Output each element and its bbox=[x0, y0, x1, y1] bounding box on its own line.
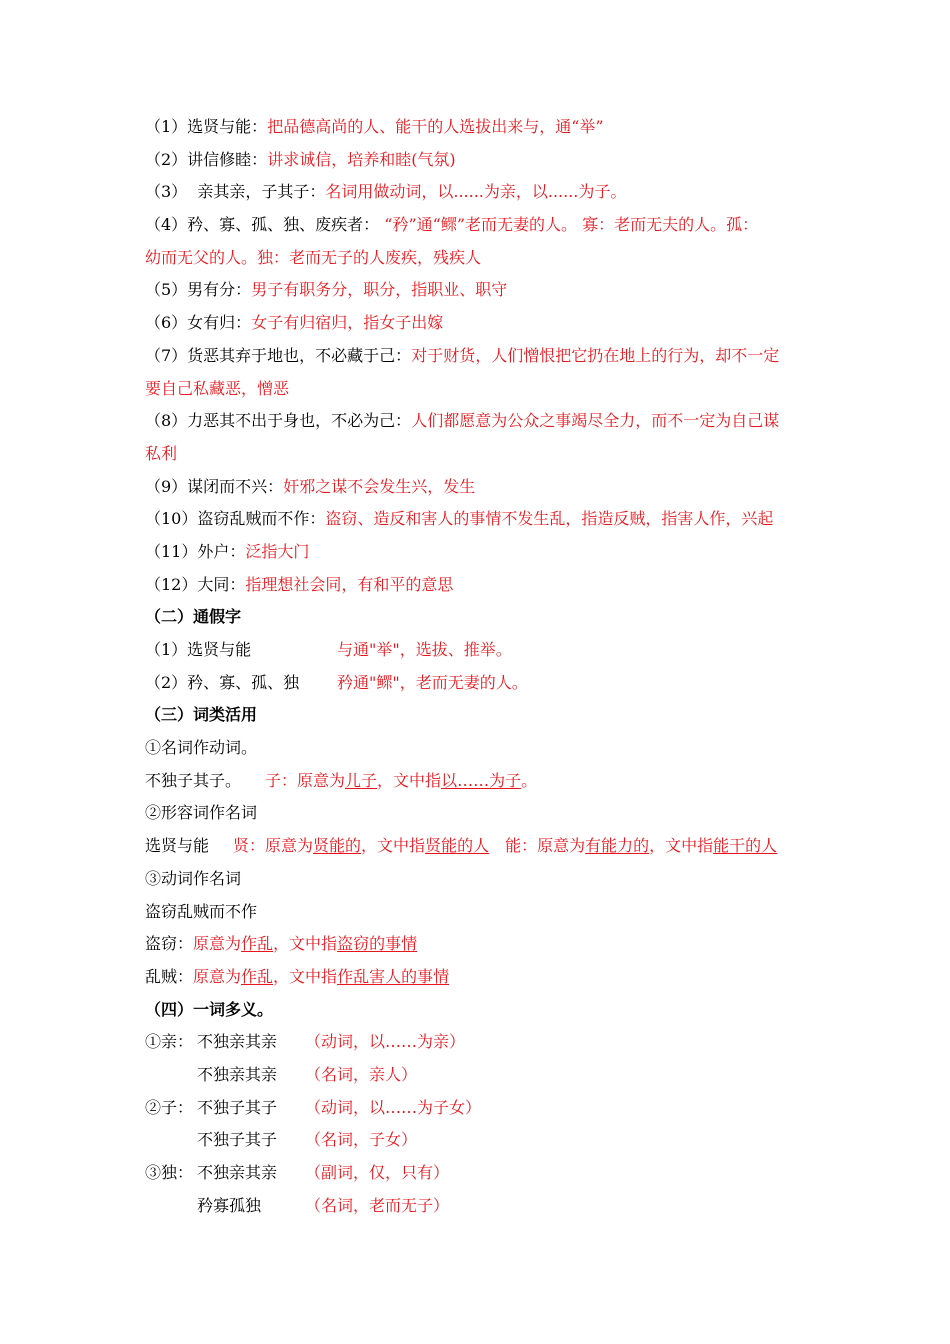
example-underlined: 贤能的 bbox=[313, 836, 362, 856]
example-text: ，文中指 bbox=[361, 836, 426, 856]
example-phrase: 不独子其子。 bbox=[145, 770, 242, 790]
yici-row bbox=[145, 1124, 815, 1157]
note-7 bbox=[145, 340, 815, 373]
note-label: （1）选贤与能： bbox=[145, 117, 268, 136]
example-underlined: 能干的人 bbox=[713, 836, 778, 856]
yici-phrase: 不独亲其亲 bbox=[197, 1032, 278, 1052]
tongjia-item-2 bbox=[145, 667, 815, 700]
example-text: ，文中指 bbox=[377, 770, 442, 790]
yici-note: （副词，仅，只有） bbox=[305, 1163, 450, 1182]
note-text: 对于财货，人们憎恨把它扔在地上的行为，却不一定 bbox=[411, 345, 780, 365]
note-text: 盗窃、造反和害人的事情不发生乱，指造反贼，指害人作，兴起 bbox=[325, 509, 774, 529]
note-2 bbox=[145, 144, 815, 177]
note-label: （6）女有归： bbox=[145, 313, 252, 333]
yici-note: （动词，以……为亲） bbox=[305, 1032, 466, 1052]
example-text: 子：原意为 bbox=[265, 770, 346, 790]
note-10 bbox=[145, 503, 815, 536]
yici-note: （动词，以……为子女） bbox=[305, 1097, 482, 1117]
yici-note: （名词，子女） bbox=[305, 1130, 418, 1150]
note-3 bbox=[145, 176, 815, 209]
section-heading-tongjia: （二）通假字 bbox=[145, 607, 242, 627]
note-label: （5）男有分： bbox=[145, 280, 252, 300]
cilei-example-3b bbox=[145, 961, 815, 994]
note-text: “矜”通“鳏”老而无妻的人。 寡：老而无夫的人。孤： bbox=[379, 215, 759, 235]
note-11 bbox=[145, 536, 815, 569]
note-label: （12）大同： bbox=[145, 574, 246, 594]
document-content bbox=[145, 111, 815, 1222]
yici-note: （名词，老而无子） bbox=[305, 1195, 450, 1215]
note-8-continued: 私利 bbox=[145, 443, 178, 463]
yici-row bbox=[145, 1092, 815, 1125]
yici-row bbox=[145, 1190, 815, 1223]
yici-phrase: 矜寡孤独 bbox=[197, 1195, 262, 1215]
tongjia-explain: 矜通"鳏"，老而无妻的人。 bbox=[337, 672, 528, 692]
note-9 bbox=[145, 471, 815, 504]
note-label: （8）力恶其不出于身也，不必为己： bbox=[145, 411, 412, 431]
note-text: 奸邪之谋不会发生兴，发生 bbox=[283, 476, 476, 496]
yici-phrase: 不独子其子 bbox=[197, 1097, 278, 1117]
example-underlined: 作乱害人的事情 bbox=[337, 966, 450, 986]
example-text: ，文中指 bbox=[273, 966, 338, 986]
yici-phrase: 不独子其子 bbox=[197, 1130, 278, 1150]
note-label: （7）货恶其弃于地也，不必藏于己： bbox=[145, 345, 412, 365]
tongjia-phrase: （1）选贤与能 bbox=[145, 640, 252, 659]
cilei-sub-3: ③动词作名词 bbox=[145, 868, 242, 888]
note-label: （3） 亲其亲，子其子： bbox=[145, 182, 326, 202]
yici-row bbox=[145, 1157, 815, 1190]
cilei-example-3a bbox=[145, 928, 815, 961]
tongjia-item-1 bbox=[145, 634, 815, 667]
example-text: ，文中指 bbox=[273, 934, 338, 954]
yici-head: ②子： bbox=[145, 1097, 194, 1117]
cilei-example-3: 盗窃乱贼而不作 bbox=[145, 901, 258, 921]
example-text: 原意为 bbox=[193, 934, 242, 954]
example-label: 乱贼： bbox=[145, 966, 194, 986]
note-text: 名词用做动词，以......为亲，以......为子。 bbox=[325, 182, 627, 202]
note-text: 把品德高尚的人、能干的人选拔出来与，通“举” bbox=[267, 117, 604, 136]
example-text: 。 bbox=[521, 770, 538, 790]
yici-phrase: 不独亲其亲 bbox=[197, 1064, 278, 1084]
note-text: 男子有职务分，职分，指职业、职守 bbox=[251, 280, 508, 300]
note-5 bbox=[145, 274, 815, 307]
note-6 bbox=[145, 307, 815, 340]
cilei-example-2 bbox=[145, 830, 815, 863]
example-text: 能：原意为 bbox=[505, 836, 586, 856]
note-text: 女子有归宿归，指女子出嫁 bbox=[251, 313, 444, 333]
note-8 bbox=[145, 405, 815, 438]
example-underlined: 作乱 bbox=[241, 966, 274, 986]
section-heading-yici: （四）一词多义。 bbox=[145, 999, 274, 1019]
tongjia-phrase: （2）矜、寡、孤、独 bbox=[145, 672, 300, 692]
note-text: 讲求诚信，培养和睦(气氛) bbox=[267, 149, 456, 169]
note-label: （10）盗窃乱贼而不作： bbox=[145, 509, 326, 529]
example-underlined: 盗窃的事情 bbox=[337, 934, 418, 954]
yici-head: ①亲： bbox=[145, 1032, 194, 1052]
example-text: 贤：原意为 bbox=[233, 836, 314, 856]
yici-phrase: 不独亲其亲 bbox=[197, 1163, 278, 1182]
example-label: 盗窃： bbox=[145, 934, 194, 954]
note-text: 泛指大门 bbox=[245, 541, 310, 561]
example-underlined: 以……为子 bbox=[441, 770, 522, 790]
section-heading-cilei: （三）词类活用 bbox=[145, 705, 258, 725]
example-underlined: 贤能的人 bbox=[425, 836, 490, 856]
example-underlined: 儿子 bbox=[345, 770, 378, 790]
tongjia-explain: 与通"举"，选拔、推举。 bbox=[337, 640, 512, 659]
note-4-continued: 幼而无父的人。独：老而无子的人废疾，残疾人 bbox=[145, 247, 482, 267]
example-text: ，文中指 bbox=[649, 836, 714, 856]
cilei-sub-2: ②形容词作名词 bbox=[145, 803, 258, 823]
note-label: （9）谋闭而不兴： bbox=[145, 476, 284, 496]
note-text: 人们都愿意为公众之事竭尽全力，而不一定为自己谋 bbox=[411, 411, 780, 431]
note-label: （2）讲信修睦： bbox=[145, 149, 268, 169]
cilei-example-1 bbox=[145, 765, 815, 798]
yici-row bbox=[145, 1059, 815, 1092]
note-label: （11）外户： bbox=[145, 541, 246, 561]
note-label: （4）矜、寡、孤、独、废疾者： bbox=[145, 215, 380, 235]
note-12 bbox=[145, 569, 815, 602]
yici-head: ③独： bbox=[145, 1163, 194, 1182]
example-underlined: 作乱 bbox=[241, 934, 274, 954]
example-phrase: 选贤与能 bbox=[145, 836, 210, 856]
yici-row bbox=[145, 1026, 815, 1059]
note-text: 指理想社会同，有和平的意思 bbox=[245, 574, 454, 594]
example-underlined: 有能力的 bbox=[585, 836, 650, 856]
yici-note: （名词，亲人） bbox=[305, 1064, 418, 1084]
cilei-sub-1: ①名词作动词。 bbox=[145, 738, 258, 758]
note-7-continued: 要自己私藏恶，憎恶 bbox=[145, 378, 290, 398]
example-text: 原意为 bbox=[193, 966, 242, 986]
note-4 bbox=[145, 209, 815, 242]
note-1 bbox=[145, 111, 815, 144]
